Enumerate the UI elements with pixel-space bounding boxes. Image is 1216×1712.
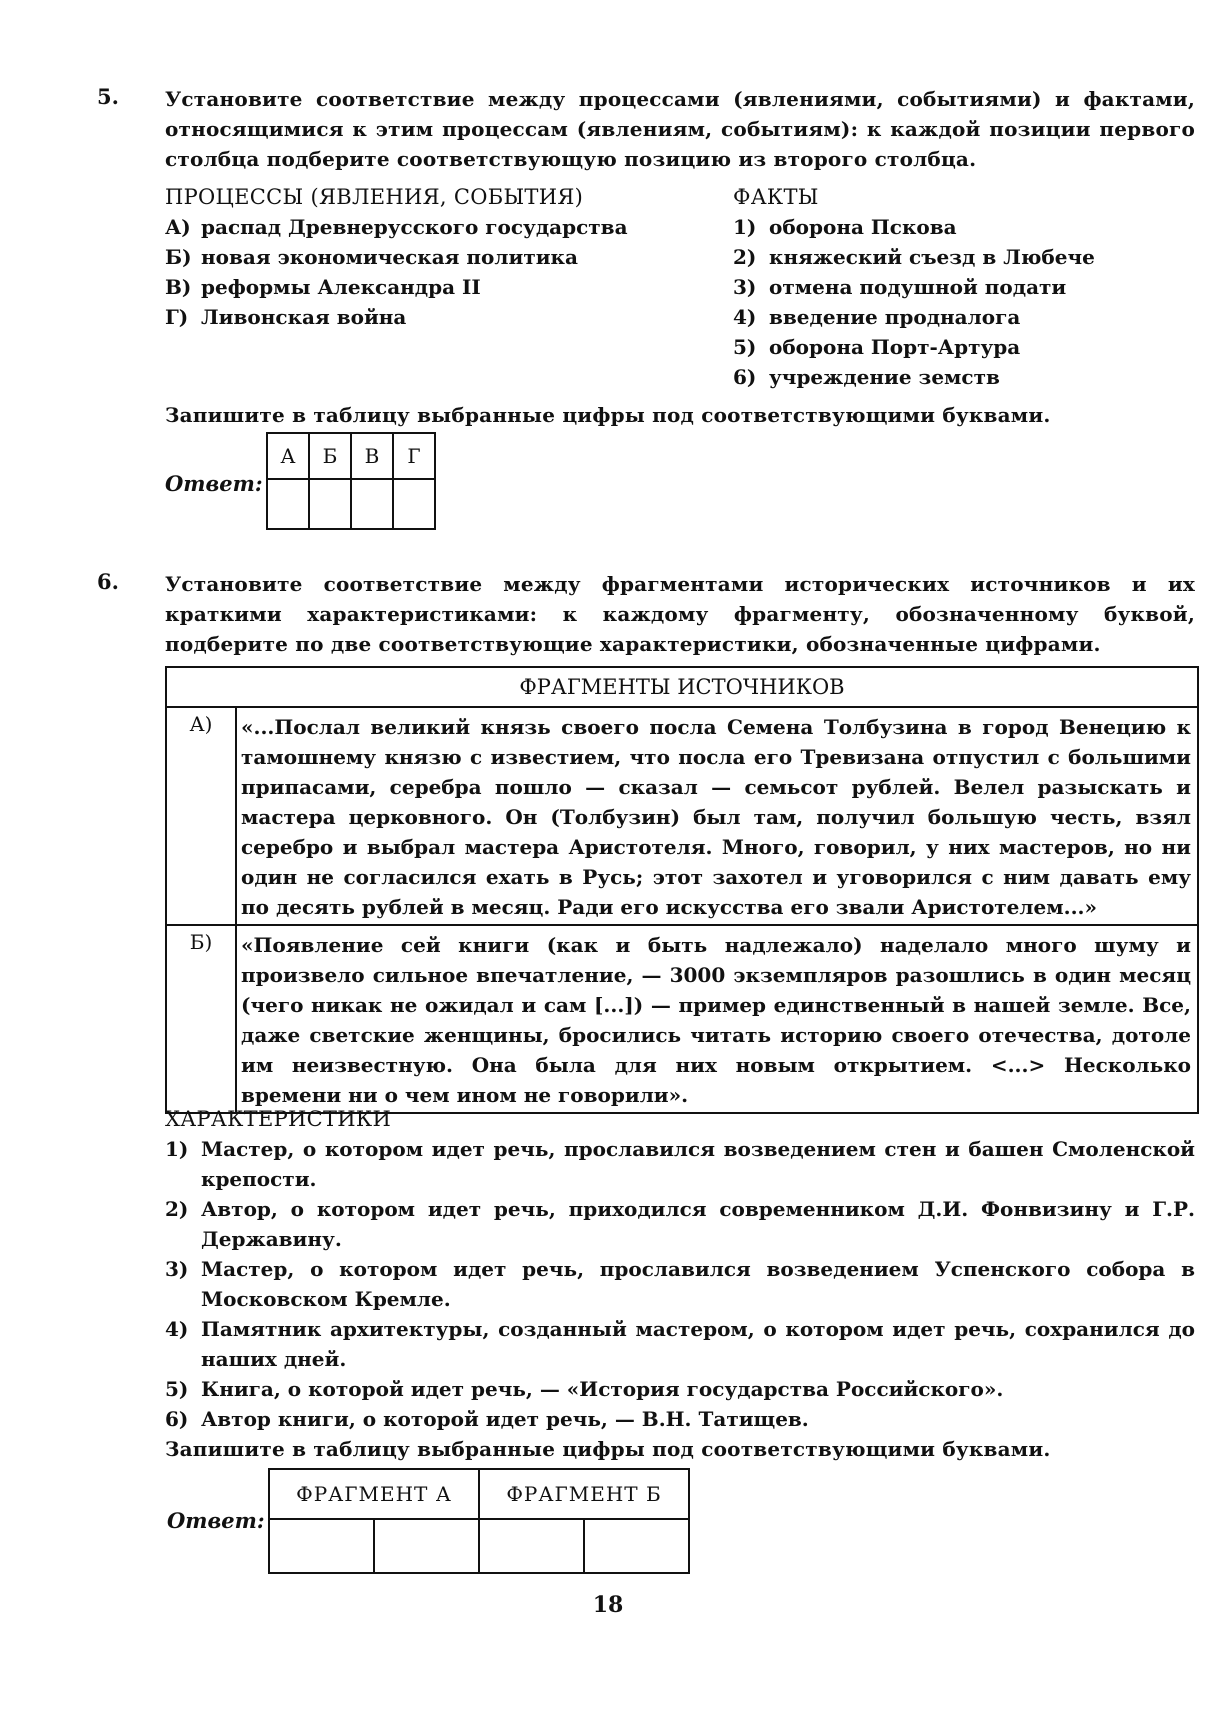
answer-cell[interactable]	[351, 479, 393, 529]
list-item: 6) Автор книги, о которой идет речь, — В.Н. Татищев.	[165, 1407, 809, 1431]
answer-cell[interactable]	[584, 1519, 689, 1573]
list-item: 4) введение продналога	[733, 305, 1021, 329]
page-number: 18	[592, 1592, 624, 1618]
answer-cell[interactable]	[374, 1519, 479, 1573]
answer-column-header: Г	[393, 433, 435, 479]
processes-list	[165, 212, 705, 332]
answer-column-header: Б	[309, 433, 351, 479]
facts-list	[733, 212, 1193, 392]
fragment-row	[167, 924, 1197, 1112]
sources-header: ФРАГМЕНТЫ ИСТОЧНИКОВ	[167, 668, 1197, 708]
task-instruction: Установите соответствие между фрагментами исторических источников и их краткими характеристиками: к каждому фрагменту, обозначенному буквой, подберите по две соответствующие характеристики, обозначенные цифрами.	[165, 572, 1195, 656]
answer-label: Ответ:	[165, 471, 263, 496]
list-item: 3) отмена подушной подати	[733, 275, 1067, 299]
list-item: 1) Мастер, о котором идет речь, прославился возведением стен и башен Смоленской крепости.	[165, 1137, 1195, 1191]
list-item: 2) Автор, о котором идет речь, приходился современником Д.И. Фонвизину и Г.Р. Державину.	[165, 1197, 1195, 1251]
characteristics-header: ХАРАКТЕРИСТИКИ	[165, 1107, 392, 1131]
list-item: 5) оборона Порт-Артура	[733, 335, 1021, 359]
list-item: 6) учреждение земств	[733, 365, 1000, 389]
sources-table	[165, 666, 1199, 1114]
answer-cell[interactable]	[269, 1519, 374, 1573]
answer-table-6	[268, 1468, 690, 1574]
table-instruction: Запишите в таблицу выбранные цифры под соответствующими буквами.	[165, 1437, 1051, 1461]
answer-column-header: А	[267, 433, 309, 479]
task-instruction: Установите соответствие между процессами (явлениями, событиями) и фактами, относящимися к этим процессам (явлениям, событиям): к каждой позиции первого столбца подберите соответствующую позицию из второго столбца.	[165, 87, 1195, 171]
facts-header: ФАКТЫ	[733, 185, 819, 209]
task-number: 5.	[97, 84, 119, 109]
list-item: 2) княжеский съезд в Любече	[733, 245, 1095, 269]
fragment-label: А)	[167, 708, 237, 924]
fragment-text: «...Послал великий князь своего посла Семена Толбузина в город Венецию к тамошнему князю с известием, что посла его Тревизана отпустил с большими припасами, серебра пошло — сказал — семьсот рублей. Велел разыскать и мастера церковного. Он (Толбузин) был там, получил большую честь, взял серебро и выбрал мастера Аристотеля. Много, говорил, у них мастеров, но ни один не согласился ехать в Русь; этот захотел и уговорился с ним давать ему по десять рублей в месяц. Ради его искусства его звали Аристотелем...»	[241, 715, 1191, 919]
answer-cell[interactable]	[309, 479, 351, 529]
fragment-text: «Появление сей книги (как и быть надлежало) наделало много шуму и произвело сильное впечатление, — 3000 экземпляров разошлись в один месяц (чего никак не ожидал и сам [...]) — пример единственный в нашей земле. Все, даже светские женщины, бросились читать историю своего отечества, дотоле им неизвестную. Она была для них новым открытием. <...> Несколько времени ни о чем ином не говорили».	[241, 933, 1191, 1107]
table-instruction: Запишите в таблицу выбранные цифры под соответствующими буквами.	[165, 403, 1051, 427]
list-item: Б) новая экономическая политика	[165, 245, 578, 269]
list-item: А) распад Древнерусского государства	[165, 215, 628, 239]
list-item: 3) Мастер, о котором идет речь, прославился возведением Успенского собора в Московском Кремле.	[165, 1257, 1195, 1311]
answer-column-header: В	[351, 433, 393, 479]
answer-cell[interactable]	[479, 1519, 584, 1573]
list-item: 4) Памятник архитектуры, созданный мастером, о котором идет речь, сохранился до наших дней.	[165, 1317, 1195, 1371]
characteristics	[165, 1104, 1195, 1464]
answer-label: Ответ:	[167, 1508, 265, 1533]
list-item: Г) Ливонская война	[165, 305, 407, 329]
task-number: 6.	[97, 569, 119, 594]
list-item: 5) Книга, о которой идет речь, — «История государства Российского».	[165, 1377, 1004, 1401]
fragment-row	[167, 708, 1197, 924]
answer-cell[interactable]	[267, 479, 309, 529]
list-item: В) реформы Александра II	[165, 275, 481, 299]
answer-column-header: ФРАГМЕНТ Б	[479, 1469, 689, 1519]
answer-table-5	[266, 432, 436, 530]
answer-cell[interactable]	[393, 479, 435, 529]
answer-column-header: ФРАГМЕНТ А	[269, 1469, 479, 1519]
fragment-label: Б)	[167, 926, 237, 1112]
processes-header: ПРОЦЕССЫ (ЯВЛЕНИЯ, СОБЫТИЯ)	[165, 185, 584, 209]
list-item: 1) оборона Пскова	[733, 215, 957, 239]
